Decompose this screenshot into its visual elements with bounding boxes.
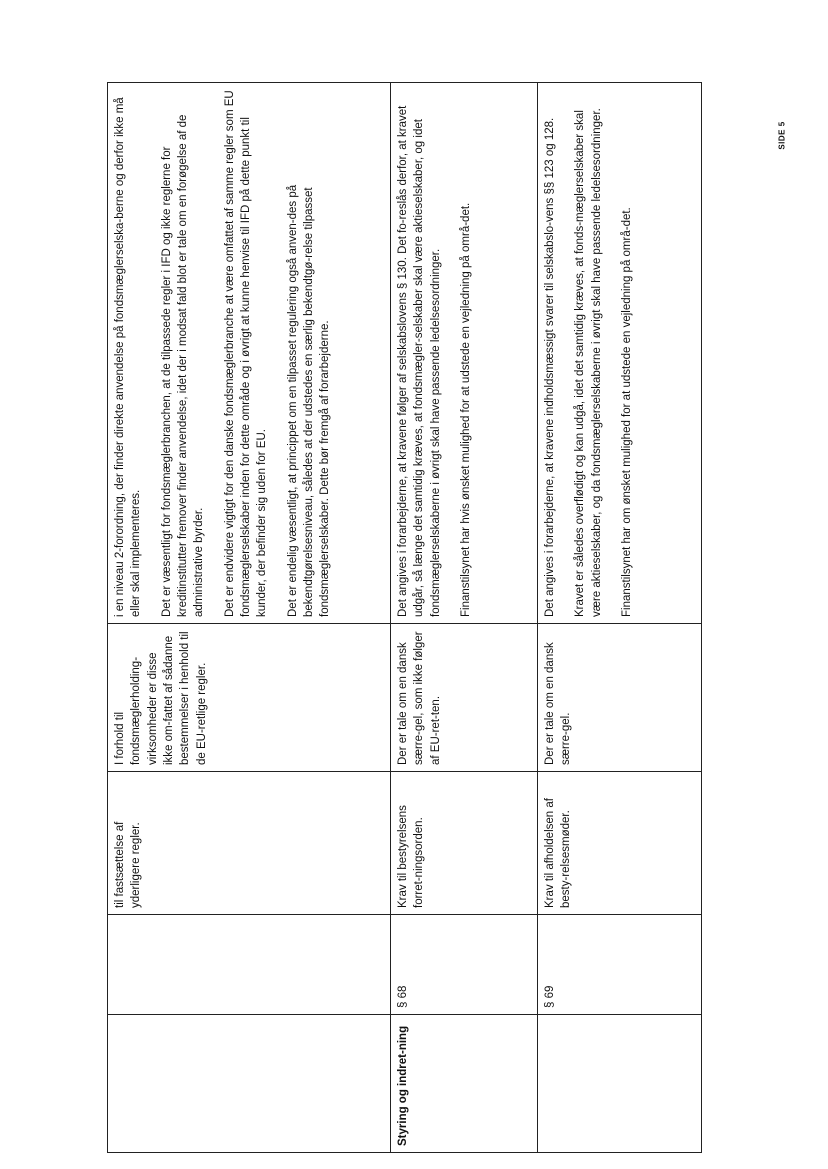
comment-paragraph: Finanstilsynet har om ønsket mulighed for at udstede en vejledning på områ-det. — [620, 207, 633, 617]
topic-cell: Krav til bestyrelsens forret-ningsorden. — [391, 772, 538, 915]
table-row — [108, 83, 391, 1153]
table-row — [391, 83, 538, 1153]
topic-cell: Krav til afholdelsen af besty-relsesmøder. — [538, 772, 702, 915]
assessment-cell: Der er tale om en dansk særre-gel, som ikke følger af EU-ret-ten. — [391, 624, 538, 772]
comment-paragraph: Kravet er således overflødigt og kan udgå, idet det samtidig kræves, at fonds-mæglerselskaber skal være aktieselskaber, og da fondsmæglerselskaberne i øvrigt skal have passende ledelsesordninger. — [574, 108, 603, 617]
area-cell — [108, 1015, 391, 1153]
comment-paragraph: Det angives i forarbejderne, at kravene følger af selskabslovens § 130. Det fo-reslås derfor, at kravet udgår, så længe det samtidig kræves, at fondsmægler-selskaber skal være aktieselskaber, og idet fondsmæglerselskaberne i øvrigt skal have passende ledelsesordninger. — [397, 105, 442, 617]
comment-paragraph: Det er endelig væsentligt, at princippet om en tilpasset regulering også anven-des på bekendtgørelsesniveau, således at der udstedes en særlig bekendtgø-relse tilpasset fondsmæglerselskaber. Dette bør fremgå af forarbejderne. — [286, 184, 332, 617]
comments-table — [107, 82, 702, 1153]
comments-cell — [538, 83, 702, 624]
page-number-label: SIDE 5 — [777, 121, 787, 150]
comment-paragraph: Finanstilsynet har hvis ønsket mulighed for at udstede en vejledning på områ-det. — [459, 202, 472, 617]
section-cell: § 69 — [538, 915, 702, 1015]
comments-cell — [391, 83, 538, 624]
area-cell — [538, 1015, 702, 1153]
table-row — [538, 83, 702, 1153]
comment-paragraph: Det er endvidere vigtigt for den danske fondsmæglerbranche at være omfattet af samme regler som EU fondsmæglerselskaber inden for dette område og i øvrigt at kunne henvise til IFD på dette punkt til kunder, der befinder sig uden for EU. — [223, 90, 269, 617]
area-cell: Styring og indret-ning — [391, 1015, 538, 1153]
section-cell: § 68 — [391, 915, 538, 1015]
assessment-cell: Der er tale om en dansk særre-gel. — [538, 624, 702, 772]
comment-paragraph: i en niveau 2-forordning, der finder direkte anvendelse på fondsmæglerselska-berne og derfor ikke må eller skal implementeres. — [114, 97, 143, 617]
comments-cell — [108, 83, 391, 624]
rotated-page-content — [107, 83, 701, 1153]
assessment-cell: I forhold til fondsmæglerholding-virksomheder er disse ikke om-fattet af sådanne bestemmelser i henhold til de EU-retlige regler. — [108, 624, 391, 772]
section-cell — [108, 915, 391, 1015]
topic-cell: til fastsættelse af yderligere regler. — [108, 772, 391, 915]
comment-paragraph: Det angives i forarbejderne, at kravene indholdsmæssigt svarer til selskabslo-vens §§ 123 og 128. — [544, 117, 556, 617]
comment-paragraph: Det er væsentligt for fondsmæglerbranchen, at de tilpassede regler i IFD og ikke reglerne for kreditinstitutter fremover finder anvendelse, idet der i modsat fald blot er tale om en forøgelse af de administrative byrder. — [160, 114, 206, 617]
